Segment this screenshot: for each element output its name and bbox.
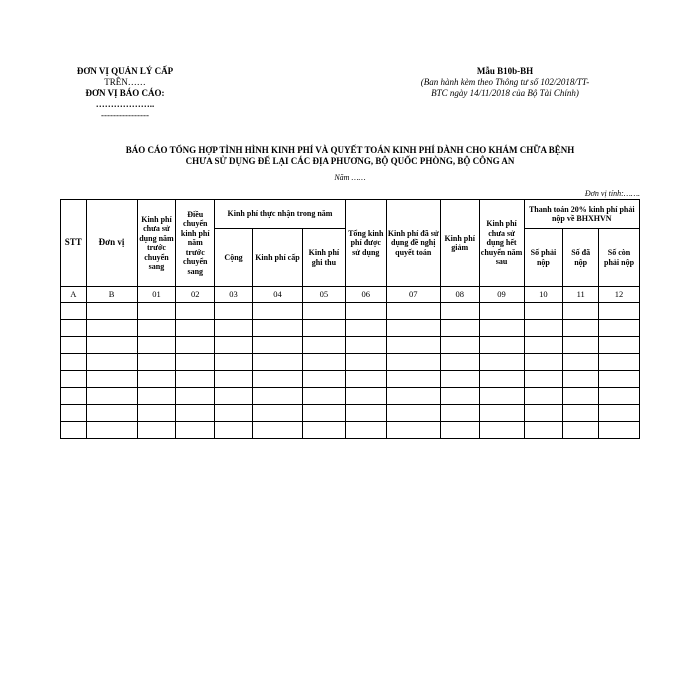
table-row: [61, 371, 640, 388]
report-title: [60, 145, 640, 167]
col-don-vi: Đơn vị: [86, 200, 137, 287]
code-cell: 08: [440, 287, 479, 303]
code-cell: 11: [563, 287, 599, 303]
col-kp-chua-su-dung-het: Kinh phí chưa sử dụng hết chuyển năm sau: [479, 200, 524, 287]
report-title-line1: BÁO CÁO TỔNG HỢP TÌNH HÌNH KINH PHÍ VÀ QUYẾT TOÁN KINH PHÍ DÀNH CHO KHÁM CHỮA BỆNH: [125, 145, 575, 155]
code-cell: 10: [524, 287, 563, 303]
legal-note-line2: BTC ngày 14/11/2018 của Bộ Tài Chính): [431, 88, 579, 98]
legal-note-line1: (Ban hành kèm theo Thông tư số 102/2018/TT-: [420, 77, 590, 87]
table-row: [61, 320, 640, 337]
col-kp-da-su-dung: Kinh phí đã sử dụng đề nghị quyết toán: [386, 200, 440, 287]
table-row: [61, 303, 640, 320]
col-so-phai-nop: Số phải nộp: [524, 229, 563, 287]
code-cell: 01: [137, 287, 176, 303]
divider-line: ----------------: [101, 110, 149, 120]
col-dieu-chuyen: Điều chuyển kinh phí năm trước chuyển sang: [176, 200, 215, 287]
col-kp-ghi-thu: Kinh phí ghi thu: [302, 229, 345, 287]
report-title-line2: CHƯA SỬ DỤNG ĐỂ LẠI CÁC ĐỊA PHƯƠNG, BỘ QUỐC PHÒNG, BỘ CÔNG AN: [185, 156, 515, 166]
code-cell: 04: [252, 287, 302, 303]
managing-unit-block: [70, 66, 180, 121]
reporting-unit-value: ………………..: [95, 99, 155, 109]
code-cell: 05: [302, 287, 345, 303]
report-year: Năm ……: [334, 173, 366, 182]
col-so-con-phai-nop: Số còn phải nộp: [599, 229, 640, 287]
col-kp-chua-su-dung: Kinh phí chưa sử dụng năm trước chuyển sang: [137, 200, 176, 287]
col-kp-giam: Kinh phí giảm: [440, 200, 479, 287]
form-code: Mẫu B10b-BH: [476, 66, 534, 76]
col-cong: Cộng: [215, 229, 253, 287]
code-cell: A: [61, 287, 87, 303]
code-cell: 06: [345, 287, 386, 303]
table-row: [61, 422, 640, 439]
code-cell: 07: [386, 287, 440, 303]
code-row: [61, 287, 640, 303]
code-cell: 03: [215, 287, 253, 303]
col-so-da-nop: Số đã nộp: [563, 229, 599, 287]
managing-unit-label: ĐƠN VỊ QUẢN LÝ CẤP: [76, 66, 174, 76]
managing-unit-level: TRÊN……: [104, 77, 146, 87]
col-kp-thuc-nhan: Kinh phí thực nhận trong năm: [215, 200, 346, 229]
unit-of-measure: Đơn vị tính:…….: [584, 189, 640, 198]
table-row: [61, 354, 640, 371]
col-tong-kp: Tổng kinh phí được sử dụng: [345, 200, 386, 287]
code-cell: B: [86, 287, 137, 303]
code-cell: 12: [599, 287, 640, 303]
col-stt: STT: [61, 200, 87, 287]
table-row: [61, 388, 640, 405]
reporting-unit-label: ĐƠN VỊ BÁO CÁO:: [85, 88, 165, 98]
col-thanh-toan: Thanh toán 20% kinh phí phải nộp về BHXHVN: [524, 200, 639, 229]
col-kp-cap: Kinh phí cấp: [252, 229, 302, 287]
header-row-1: [61, 200, 640, 229]
code-cell: 02: [176, 287, 215, 303]
table-row: [61, 405, 640, 422]
report-table: [60, 199, 640, 439]
table-row: [61, 337, 640, 354]
form-info-block: [385, 66, 625, 99]
code-cell: 09: [479, 287, 524, 303]
